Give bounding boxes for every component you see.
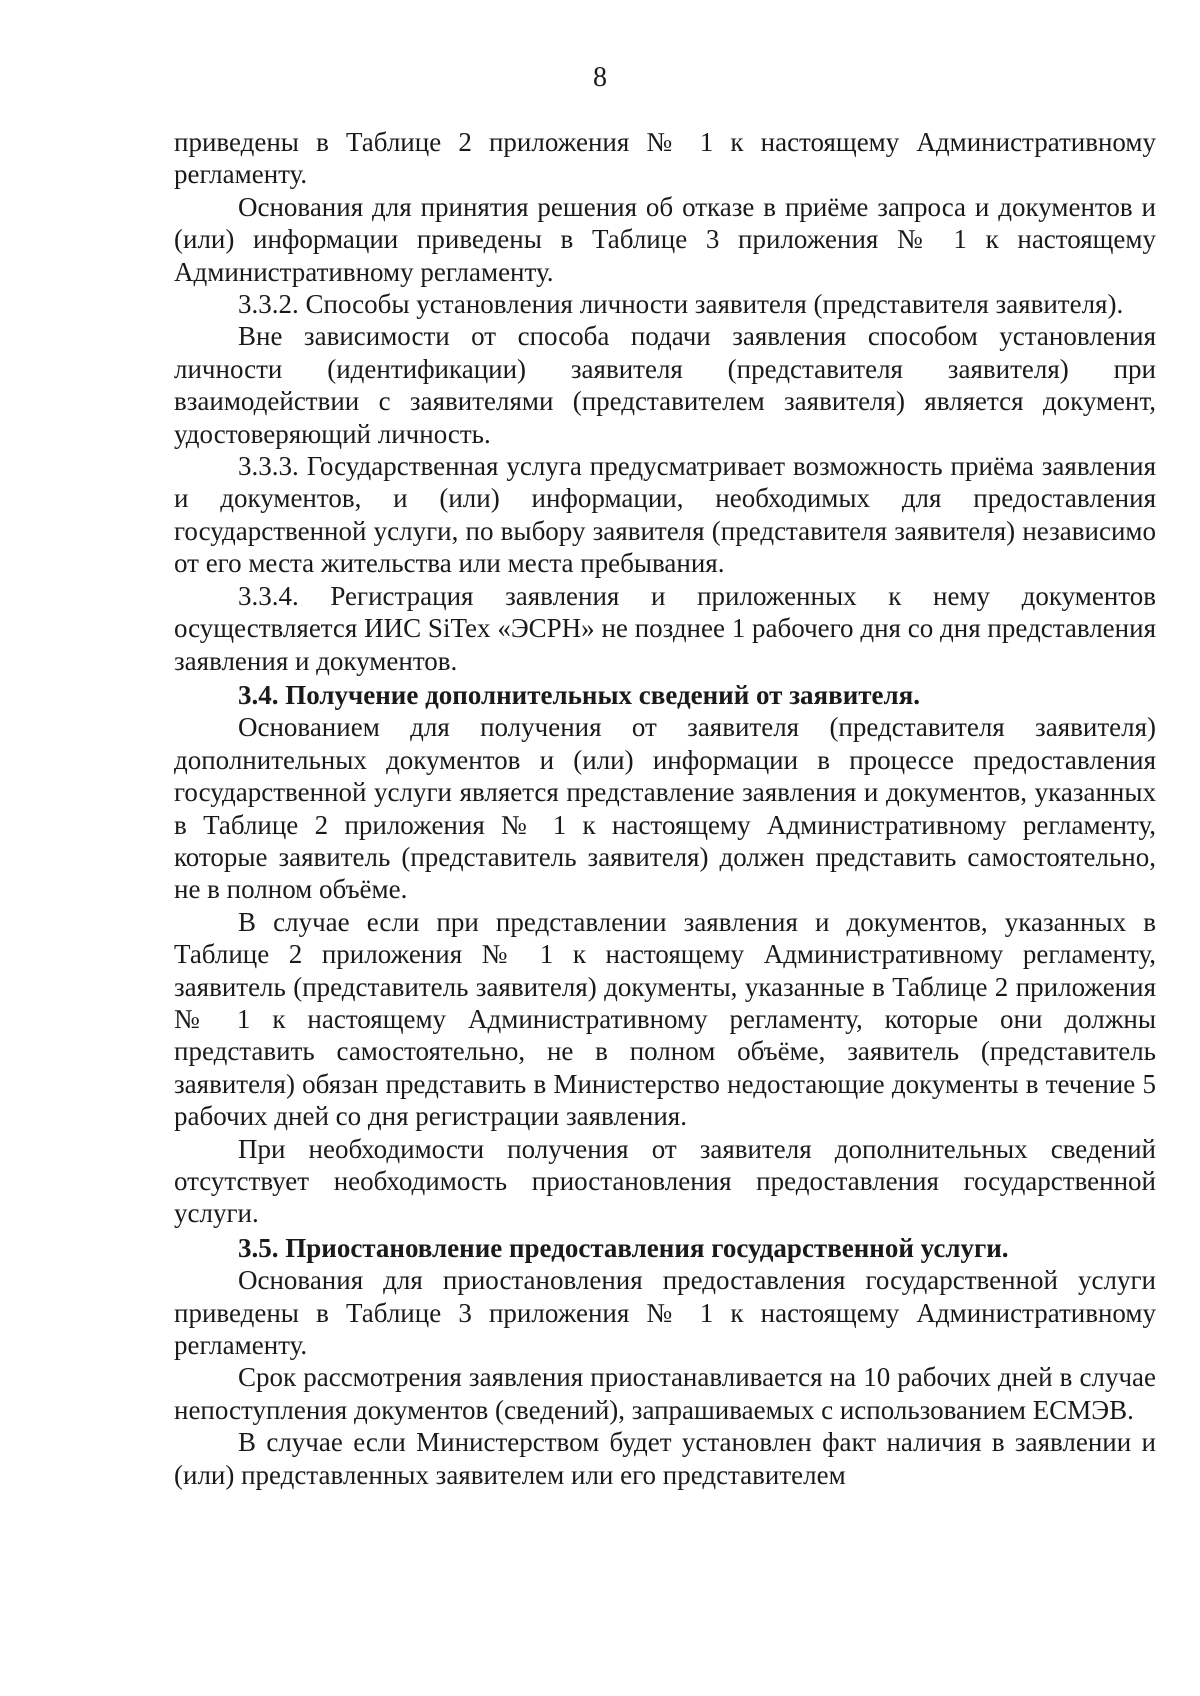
paragraph: Основанием для получения от заявителя (представителя заявителя) дополнительных документов и (или) информации в процессе предоставления государственной услуги является представление заявления и документов, указанных в Таблице 2 приложения № 1 к настоящему Административному регламенту, которые заявитель (представитель заявителя) должен представить самостоятельно, не в полном объёме. [174,712,1156,905]
paragraph: В случае если Министерством будет установлен факт наличия в заявлении и (или) представленных заявителем или его представителем [174,1427,1156,1490]
paragraph: приведены в Таблице 2 приложения № 1 к настоящему Административному регламенту. [174,127,1156,190]
paragraph: 3.3.2. Способы установления личности заявителя (представителя заявителя). [238,289,1124,320]
section-heading: 3.4. Получение дополнительных сведений от заявителя. [238,679,921,710]
document-body [174,126,1156,1491]
paragraph: В случае если при представлении заявления и документов, указанных в Таблице 2 приложения № 1 к настоящему Административному регламенту, заявитель (представитель заявителя) документы, указанные в Таблице 2 приложения № 1 к настоящему Административному регламенту, которые они должны представить самостоятельно, не в полном объёме, заявитель (представитель заявителя) обязан представить в Министерство недостающие документы в течение 5 рабочих дней со дня регистрации заявления. [174,906,1156,1132]
paragraph: При необходимости получения от заявителя дополнительных сведений отсутствует необходимость приостановления предоставления государственной услуги. [174,1133,1156,1229]
section-heading: 3.5. Приостановление предоставления государственной услуги. [238,1232,1009,1263]
paragraph: Основания для принятия решения об отказе в приёме запроса и документов и (или) информации приведены в Таблице 3 приложения № 1 к настоящему Административному регламенту. [174,191,1156,287]
paragraph: Срок рассмотрения заявления приостанавливается на 10 рабочих дней в случае непоступления документов (сведений), запрашиваемых с использованием ЕСМЭВ. [174,1362,1156,1425]
page-number: 8 [593,62,607,93]
paragraph: Основания для приостановления предоставления государственной услуги приведены в Таблице 3 приложения № 1 к настоящему Административному регламенту. [174,1265,1156,1361]
paragraph: Вне зависимости от способа подачи заявления способом установления личности (идентификации) заявителя (представителя заявителя) при взаимодействии с заявителями (представителем заявителя) является документ, удостоверяющий личность. [174,321,1156,449]
paragraph: 3.3.3. Государственная услуга предусматривает возможность приёма заявления и документов, и (или) информации, необходимых для предоставления государственной услуги, по выбору заявителя (представителя заявителя) независимо от его места жительства или места пребывания. [174,451,1156,579]
paragraph: 3.3.4. Регистрация заявления и приложенных к нему документов осуществляется ИИС SiTex «ЭСРН» не позднее 1 рабочего дня со дня представления заявления и документов. [174,580,1156,676]
